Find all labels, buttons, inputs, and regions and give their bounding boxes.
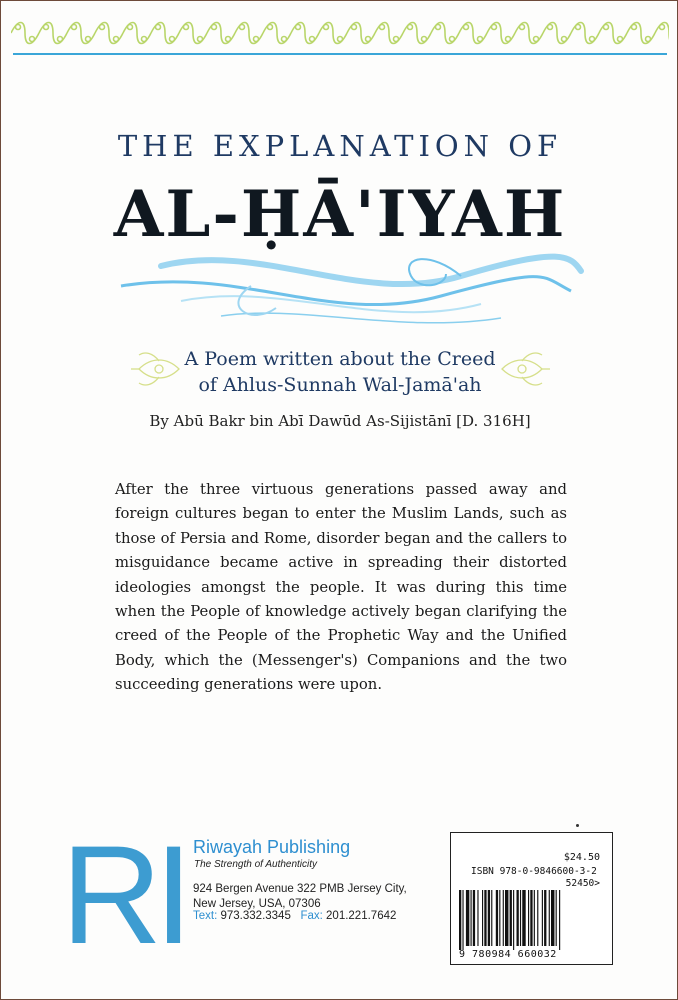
blurb-paragraph: After the three virtuous generations passed away and foreign cultures began to enter the Muslim Lands, such as those of Persia and Rome, disorder began and the callers to misguidance became active in spreading their distorted ideologies amongst the people. It was during this time when the People of knowledge actively began clarifying the creed of the People of the Prophetic Way and the Unified Body, which the (Messenger's) Companions and the two succeeding generations were upon. bbox=[115, 481, 567, 694]
phone-label: Text: bbox=[193, 910, 218, 922]
ean-number: 9 780984 660032 bbox=[459, 949, 557, 960]
title-line: THE EXPLANATION OF bbox=[117, 129, 563, 163]
subtitle bbox=[151, 346, 529, 398]
publisher-logo: RI bbox=[61, 816, 185, 973]
address-line-1: 924 Bergen Avenue 322 PMB Jersey City, bbox=[193, 883, 407, 895]
barcode-icon bbox=[457, 890, 605, 950]
publisher-address bbox=[193, 882, 443, 912]
subtitle-line-2: of Ahlus-Sunnah Wal-Jamā'ah bbox=[198, 374, 482, 396]
fax-label: Fax: bbox=[300, 910, 323, 922]
header-divider-line bbox=[13, 53, 667, 55]
isbn-label: ISBN 978-0-9846600-3-2 bbox=[471, 866, 597, 877]
fax-number: 201.221.7642 bbox=[326, 910, 397, 922]
author-credit: By Abū Bakr bin Abī Dawūd As-Sijistānī [D. 316H] bbox=[149, 412, 531, 430]
floral-border-ornament bbox=[11, 15, 669, 51]
price-addon-code: 52450> bbox=[565, 878, 600, 889]
description-blurb bbox=[115, 478, 567, 698]
barcode-panel bbox=[450, 832, 613, 965]
subtitle-line-1: A Poem written about the Creed bbox=[184, 348, 496, 370]
price-label: $24.50 bbox=[563, 852, 600, 863]
phone-number: 973.332.3345 bbox=[220, 910, 291, 922]
main-title: AL-ḤĀ'IYAH bbox=[113, 177, 567, 252]
publisher-name: Riwayah Publishing bbox=[193, 837, 351, 857]
publisher-tagline: The Strength of Authenticity bbox=[194, 859, 318, 870]
address-line-2: New Jersey, USA, 07306 bbox=[193, 898, 321, 910]
publisher-contact bbox=[193, 910, 396, 922]
print-speck bbox=[576, 824, 579, 827]
calligraphic-swirl-ornament bbox=[101, 246, 601, 336]
